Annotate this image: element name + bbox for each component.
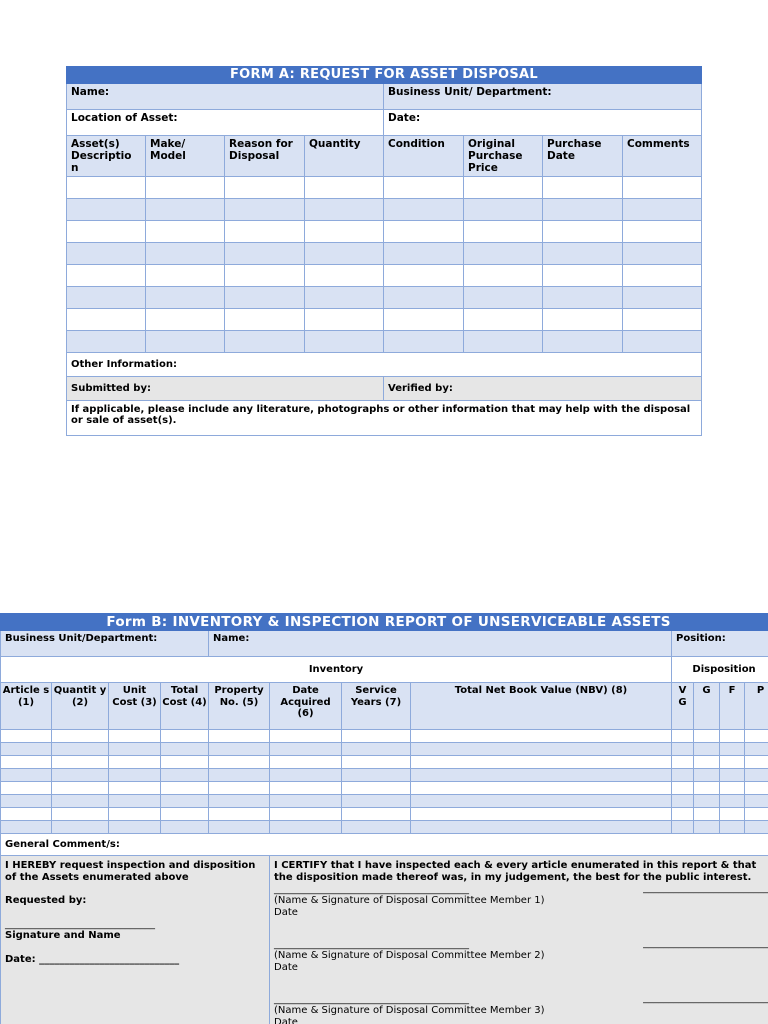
form-b-table [0,613,768,1024]
table-cell[interactable] [384,199,464,221]
table-cell[interactable] [67,287,146,309]
table-cell[interactable] [270,821,342,834]
table-cell[interactable] [543,331,623,353]
table-cell[interactable] [161,782,209,795]
table-cell[interactable] [745,743,768,756]
column-header: Article s (1) [1,683,52,730]
position-field[interactable] [672,631,768,657]
table-cell[interactable] [305,199,384,221]
inspector-name-field[interactable] [209,631,672,657]
table-cell[interactable] [720,821,745,834]
table-cell[interactable] [225,331,305,353]
table-cell[interactable] [305,287,384,309]
table-cell[interactable] [67,221,146,243]
table-cell[interactable] [672,782,694,795]
table-row [1,821,768,834]
name-label: Name: [71,86,110,98]
location-field[interactable] [67,110,384,136]
table-row [67,221,702,243]
table-cell[interactable] [464,221,543,243]
table-cell[interactable] [672,795,694,808]
member3-right-line[interactable]: _________________________ [643,993,768,1004]
table-cell[interactable] [720,769,745,782]
table-cell[interactable] [384,309,464,331]
table-cell[interactable] [52,821,109,834]
table-cell[interactable] [342,821,411,834]
table-cell[interactable] [543,243,623,265]
table-cell[interactable] [109,730,161,743]
table-cell[interactable] [305,265,384,287]
certification-panel [270,856,768,1024]
table-cell[interactable] [384,177,464,199]
member2-right-line[interactable]: _________________________ [643,938,768,949]
table-cell[interactable] [305,243,384,265]
table-cell[interactable] [745,782,768,795]
table-cell[interactable] [672,730,694,743]
table-cell[interactable] [109,769,161,782]
table-cell[interactable] [543,177,623,199]
table-cell[interactable] [543,309,623,331]
member1-right-line[interactable]: _________________________ [643,883,768,894]
table-row [67,199,702,221]
table-cell[interactable] [694,769,720,782]
form-b-header-row [1,683,768,730]
table-cell[interactable] [672,821,694,834]
table-cell[interactable] [270,769,342,782]
certification-statement: I CERTIFY that I have inspected each & every article enumerated in this report & that the disposition made thereof was, in my judgement, the best for the public interest. [274,860,757,883]
table-cell[interactable] [209,808,270,821]
business-unit-field[interactable] [384,84,702,110]
requested-by-label: Requested by: [5,895,87,906]
business-unit-label: Business Unit/ Department: [388,86,552,98]
column-header: F [720,683,745,730]
other-information-label: Other Information: [71,358,177,370]
table-cell[interactable] [384,243,464,265]
table-cell[interactable] [109,821,161,834]
table-cell[interactable] [225,221,305,243]
table-cell[interactable] [720,808,745,821]
general-comments-label: General Comment/s: [5,838,120,850]
table-cell[interactable] [146,265,225,287]
table-cell[interactable] [146,221,225,243]
form-b-title: Form B: INVENTORY & INSPECTION REPORT OF UNSERVICEABLE ASSETS [1,614,768,631]
table-cell[interactable] [411,821,672,834]
table-row [1,743,768,756]
table-cell[interactable] [342,795,411,808]
verified-by-field[interactable] [384,377,702,401]
table-cell[interactable] [342,730,411,743]
table-cell[interactable] [52,808,109,821]
table-cell[interactable] [209,782,270,795]
table-cell[interactable] [342,756,411,769]
table-row [67,265,702,287]
table-cell[interactable] [209,730,270,743]
table-cell[interactable] [694,743,720,756]
table-cell[interactable] [543,221,623,243]
table-cell[interactable] [209,769,270,782]
table-cell[interactable] [146,177,225,199]
column-header: P [745,683,768,730]
table-cell[interactable] [161,769,209,782]
table-row [1,756,768,769]
table-cell[interactable] [209,756,270,769]
table-cell[interactable] [67,243,146,265]
table-cell[interactable] [411,730,672,743]
table-cell[interactable] [342,769,411,782]
table-row [1,730,768,743]
location-label: Location of Asset: [71,112,178,124]
table-cell[interactable] [411,795,672,808]
table-row [1,769,768,782]
table-cell[interactable] [225,287,305,309]
verified-by-label: Verified by: [388,382,453,394]
disposition-section-header: Disposition [672,657,768,683]
table-cell[interactable] [52,756,109,769]
submitted-by-field[interactable] [67,377,384,401]
table-cell[interactable] [109,795,161,808]
table-cell[interactable] [270,730,342,743]
table-row [67,331,702,353]
table-cell[interactable] [745,756,768,769]
table-cell[interactable] [52,795,109,808]
table-cell[interactable] [161,808,209,821]
table-cell[interactable] [543,265,623,287]
table-cell[interactable] [1,782,52,795]
table-row [67,309,702,331]
form-a-title: FORM A: REQUEST FOR ASSET DISPOSAL [67,67,702,84]
table-cell[interactable] [67,265,146,287]
column-header: Asset(s) Descriptio n [67,136,146,177]
table-cell[interactable] [225,265,305,287]
member1-label: (Name & Signature of Disposal Committee Member 1) [274,895,545,906]
table-cell[interactable] [720,782,745,795]
table-cell[interactable] [342,808,411,821]
table-cell[interactable] [305,221,384,243]
table-cell[interactable] [1,730,52,743]
table-cell[interactable] [384,221,464,243]
column-header: V G [672,683,694,730]
request-statement: I HEREBY request inspection and disposition of the Assets enumerated above [5,860,256,883]
member1-date-label: Date [274,906,298,918]
column-header: Condition [384,136,464,177]
request-date-line[interactable]: Date: ____________________________ [5,953,180,965]
table-cell[interactable] [672,769,694,782]
form-a-header-row [67,136,702,177]
table-cell[interactable] [1,769,52,782]
table-cell[interactable] [1,743,52,756]
table-cell[interactable] [1,756,52,769]
table-cell[interactable] [694,808,720,821]
disposal-note: If applicable, please include any literature, photographs or other information that may help with the disposal or sale of asset(s). [67,401,702,436]
table-cell[interactable] [694,756,720,769]
table-cell[interactable] [411,756,672,769]
table-cell[interactable] [209,743,270,756]
table-cell[interactable] [67,331,146,353]
table-row [1,808,768,821]
table-cell[interactable] [52,743,109,756]
position-label: Position: [676,633,726,644]
table-cell[interactable] [270,743,342,756]
member1-signature-line[interactable]: _______________________________________ [274,883,469,895]
table-cell[interactable] [694,795,720,808]
table-cell[interactable] [623,287,702,309]
column-header: Date Acquired (6) [270,683,342,730]
table-cell[interactable] [623,265,702,287]
table-cell[interactable] [384,265,464,287]
table-cell[interactable] [67,309,146,331]
table-cell[interactable] [1,808,52,821]
table-row [67,287,702,309]
table-cell[interactable] [225,177,305,199]
table-cell[interactable] [209,795,270,808]
column-header: Reason for Disposal [225,136,305,177]
general-comments-field[interactable] [1,834,768,856]
table-cell[interactable] [720,756,745,769]
member3-label: (Name & Signature of Disposal Committee Member 3) [274,1005,545,1016]
table-cell[interactable] [270,795,342,808]
column-header: Quantity [305,136,384,177]
table-cell[interactable] [464,287,543,309]
table-row [67,177,702,199]
table-cell[interactable] [52,730,109,743]
form-a-table [66,66,702,436]
requester-signature-line[interactable]: ______________________________ [5,918,155,930]
table-cell[interactable] [225,199,305,221]
table-cell[interactable] [225,243,305,265]
inventory-section-header: Inventory [1,657,672,683]
table-cell[interactable] [305,177,384,199]
table-cell[interactable] [543,199,623,221]
table-cell[interactable] [464,177,543,199]
table-cell[interactable] [464,265,543,287]
table-cell[interactable] [109,743,161,756]
table-cell[interactable] [464,243,543,265]
table-cell[interactable] [672,808,694,821]
column-header: Property No. (5) [209,683,270,730]
table-cell[interactable] [745,821,768,834]
form-b-rows [1,730,768,834]
table-cell[interactable] [464,199,543,221]
member2-date-label: Date [274,961,298,973]
column-header: Make/ Model [146,136,225,177]
column-header: Comments [623,136,702,177]
table-cell[interactable] [161,743,209,756]
table-cell[interactable] [342,782,411,795]
other-information-field[interactable] [67,353,702,377]
table-cell[interactable] [720,730,745,743]
table-cell[interactable] [52,782,109,795]
member2-label: (Name & Signature of Disposal Committee Member 2) [274,950,545,961]
table-cell[interactable] [305,331,384,353]
member3-signature-line[interactable]: _______________________________________ [274,993,469,1005]
column-header: Purchase Date [543,136,623,177]
table-cell[interactable] [384,331,464,353]
column-header: G [694,683,720,730]
table-cell[interactable] [109,808,161,821]
table-cell[interactable] [411,769,672,782]
table-cell[interactable] [161,795,209,808]
column-header: Unit Cost (3) [109,683,161,730]
business-unit-department-label: Business Unit/Department: [5,633,158,644]
table-cell[interactable] [745,808,768,821]
table-cell[interactable] [720,795,745,808]
table-cell[interactable] [694,821,720,834]
table-cell[interactable] [161,756,209,769]
submitted-by-label: Submitted by: [71,382,151,394]
table-cell[interactable] [146,243,225,265]
table-cell[interactable] [342,743,411,756]
table-cell[interactable] [146,287,225,309]
column-header: Total Net Book Value (NBV) (8) [411,683,672,730]
table-cell[interactable] [464,331,543,353]
table-cell[interactable] [1,795,52,808]
table-cell[interactable] [225,309,305,331]
table-cell[interactable] [1,821,52,834]
column-header: Total Cost (4) [161,683,209,730]
table-cell[interactable] [411,782,672,795]
member3-date-label: Date [274,1016,298,1024]
name-field[interactable] [67,84,384,110]
inspector-name-label: Name: [213,633,250,644]
table-cell[interactable] [720,743,745,756]
table-cell[interactable] [270,808,342,821]
table-cell[interactable] [745,769,768,782]
column-header: Original Purchase Price [464,136,543,177]
table-cell[interactable] [672,743,694,756]
table-row [1,795,768,808]
signature-and-name-label: Signature and Name [5,930,121,941]
column-header: Service Years (7) [342,683,411,730]
table-cell[interactable] [694,782,720,795]
table-cell[interactable] [305,309,384,331]
form-a-rows [67,177,702,353]
table-cell[interactable] [623,199,702,221]
column-header: Quantit y (2) [52,683,109,730]
table-cell[interactable] [623,331,702,353]
table-cell[interactable] [745,730,768,743]
business-unit-department-field[interactable] [1,631,209,657]
table-cell[interactable] [384,287,464,309]
table-cell[interactable] [67,199,146,221]
table-cell[interactable] [672,756,694,769]
table-cell[interactable] [146,309,225,331]
table-cell[interactable] [109,756,161,769]
table-cell[interactable] [411,808,672,821]
table-cell[interactable] [411,743,672,756]
table-cell[interactable] [161,730,209,743]
table-cell[interactable] [745,795,768,808]
table-cell[interactable] [623,309,702,331]
table-cell[interactable] [67,177,146,199]
table-cell[interactable] [694,730,720,743]
table-cell[interactable] [543,287,623,309]
table-row [1,782,768,795]
table-cell[interactable] [209,821,270,834]
table-cell[interactable] [623,243,702,265]
table-cell[interactable] [109,782,161,795]
table-cell[interactable] [270,782,342,795]
table-cell[interactable] [623,177,702,199]
table-cell[interactable] [623,221,702,243]
table-cell[interactable] [161,821,209,834]
table-cell[interactable] [464,309,543,331]
table-row [67,243,702,265]
table-cell[interactable] [270,756,342,769]
request-panel [1,856,270,1024]
table-cell[interactable] [146,199,225,221]
member2-signature-line[interactable]: _______________________________________ [274,938,469,950]
date-field[interactable] [384,110,702,136]
date-label: Date: [388,112,421,124]
table-cell[interactable] [52,769,109,782]
table-cell[interactable] [146,331,225,353]
